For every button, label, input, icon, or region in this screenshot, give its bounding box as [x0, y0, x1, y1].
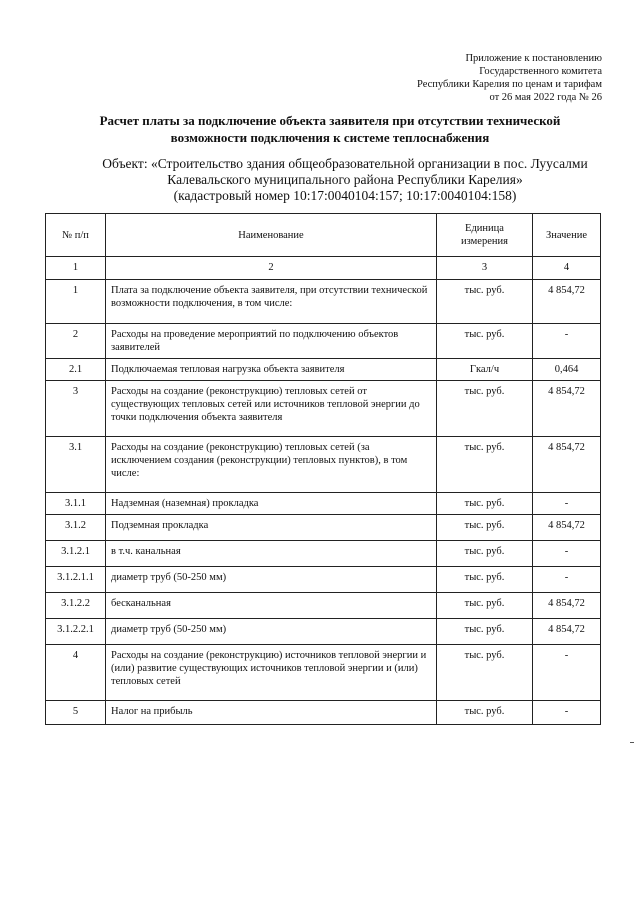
title-line: возможности подключения к системе теплоснабжения: [170, 130, 490, 145]
row-name: в т.ч. канальная: [106, 541, 437, 567]
table-row: [46, 381, 601, 437]
table-row: [46, 493, 601, 515]
row-number: 3.1.2.2: [46, 593, 106, 619]
row-value: -: [533, 541, 601, 567]
row-unit: тыс. руб.: [437, 515, 533, 541]
row-name: Расходы на создание (реконструкцию) источников тепловой энергии и (или) развитие существующих источников тепловой энергии и (или) тепловых сетей: [106, 645, 437, 701]
row-value: -: [533, 645, 601, 701]
row-value: 4 854,72: [533, 619, 601, 645]
row-value: 4 854,72: [533, 437, 601, 493]
row-name: бесканальная: [106, 593, 437, 619]
header-unit: Единица измерения: [437, 214, 533, 257]
row-number: 4: [46, 645, 106, 701]
table-row: [46, 701, 601, 725]
row-name: Подземная прокладка: [106, 515, 437, 541]
row-number: 5: [46, 701, 106, 725]
table-row: [46, 541, 601, 567]
row-unit: Гкал/ч: [437, 359, 533, 381]
row-value: 4 854,72: [533, 280, 601, 324]
table-row: [46, 593, 601, 619]
row-number: 2: [46, 324, 106, 359]
appendix-line: Государственного комитета: [479, 66, 602, 77]
table-row: [46, 619, 601, 645]
row-name: диаметр труб (50-250 мм): [106, 619, 437, 645]
row-unit: тыс. руб.: [437, 381, 533, 437]
row-unit: тыс. руб.: [437, 567, 533, 593]
row-name: Плата за подключение объекта заявителя, при отсутствии технической возможности подключения, в том числе:: [106, 280, 437, 324]
row-name: Расходы на создание (реконструкцию) тепловых сетей (за исключением создания (реконструкции) тепловых пунктов), в том числе:: [106, 437, 437, 493]
row-number: 3.1.2.1: [46, 541, 106, 567]
row-value: 4 854,72: [533, 381, 601, 437]
object-line: Объект: «Строительство здания общеобразовательной организации в пос. Луусалми: [102, 156, 588, 171]
row-value: 4 854,72: [533, 515, 601, 541]
row-value: -: [533, 493, 601, 515]
row-unit: тыс. руб.: [437, 493, 533, 515]
row-name: Подключаемая тепловая нагрузка объекта заявителя: [106, 359, 437, 381]
row-value: 0,464: [533, 359, 601, 381]
column-numbering-row: [46, 257, 601, 280]
row-unit: тыс. руб.: [437, 280, 533, 324]
row-unit: тыс. руб.: [437, 619, 533, 645]
row-unit: тыс. руб.: [437, 541, 533, 567]
row-unit: тыс. руб.: [437, 593, 533, 619]
object-line: (кадастровый номер 10:17:0040104:157; 10:17:0040104:158): [173, 188, 517, 203]
header-number: № п/п: [46, 214, 106, 257]
row-name: диаметр труб (50-250 мм): [106, 567, 437, 593]
row-value: 4 854,72: [533, 593, 601, 619]
table-row: [46, 359, 601, 381]
row-number: 1: [46, 280, 106, 324]
row-number: 3.1: [46, 437, 106, 493]
document-title: [60, 112, 600, 146]
calculation-table: [45, 213, 601, 725]
column-number: 4: [533, 257, 601, 280]
row-number: 3.1.2.2.1: [46, 619, 106, 645]
appendix-line: от 26 мая 2022 года № 26: [489, 92, 602, 103]
table-row: [46, 437, 601, 493]
row-value: -: [533, 324, 601, 359]
scan-mark: [630, 742, 634, 743]
row-unit: тыс. руб.: [437, 645, 533, 701]
row-value: -: [533, 701, 601, 725]
row-value: -: [533, 567, 601, 593]
column-number: 3: [437, 257, 533, 280]
table-header-row: [46, 214, 601, 257]
column-number: 1: [46, 257, 106, 280]
row-number: 3.1.1: [46, 493, 106, 515]
table-row: [46, 645, 601, 701]
row-unit: тыс. руб.: [437, 701, 533, 725]
object-line: Калевальского муниципального района Республики Карелия»: [167, 172, 523, 187]
column-number: 2: [106, 257, 437, 280]
appendix-block: [417, 52, 602, 104]
row-name: Налог на прибыль: [106, 701, 437, 725]
title-line: Расчет платы за подключение объекта заявителя при отсутствии технической: [99, 113, 561, 128]
table-row: [46, 280, 601, 324]
table-row: [46, 515, 601, 541]
object-description: [90, 156, 600, 204]
appendix-line: Приложение к постановлению: [465, 53, 602, 64]
table-row: [46, 567, 601, 593]
row-number: 3.1.2.1.1: [46, 567, 106, 593]
row-number: 3.1.2: [46, 515, 106, 541]
row-number: 3: [46, 381, 106, 437]
header-value: Значение: [533, 214, 601, 257]
row-unit: тыс. руб.: [437, 437, 533, 493]
row-name: Расходы на создание (реконструкцию) тепловых сетей от существующих тепловых сетей или источников тепловой энергии до точки подключения объекта заявителя: [106, 381, 437, 437]
appendix-line: Республики Карелия по ценам и тарифам: [417, 79, 602, 90]
row-name: Надземная (наземная) прокладка: [106, 493, 437, 515]
row-name: Расходы на проведение мероприятий по подключению объектов заявителей: [106, 324, 437, 359]
row-unit: тыс. руб.: [437, 324, 533, 359]
table-row: [46, 324, 601, 359]
row-number: 2.1: [46, 359, 106, 381]
header-name: Наименование: [106, 214, 437, 257]
